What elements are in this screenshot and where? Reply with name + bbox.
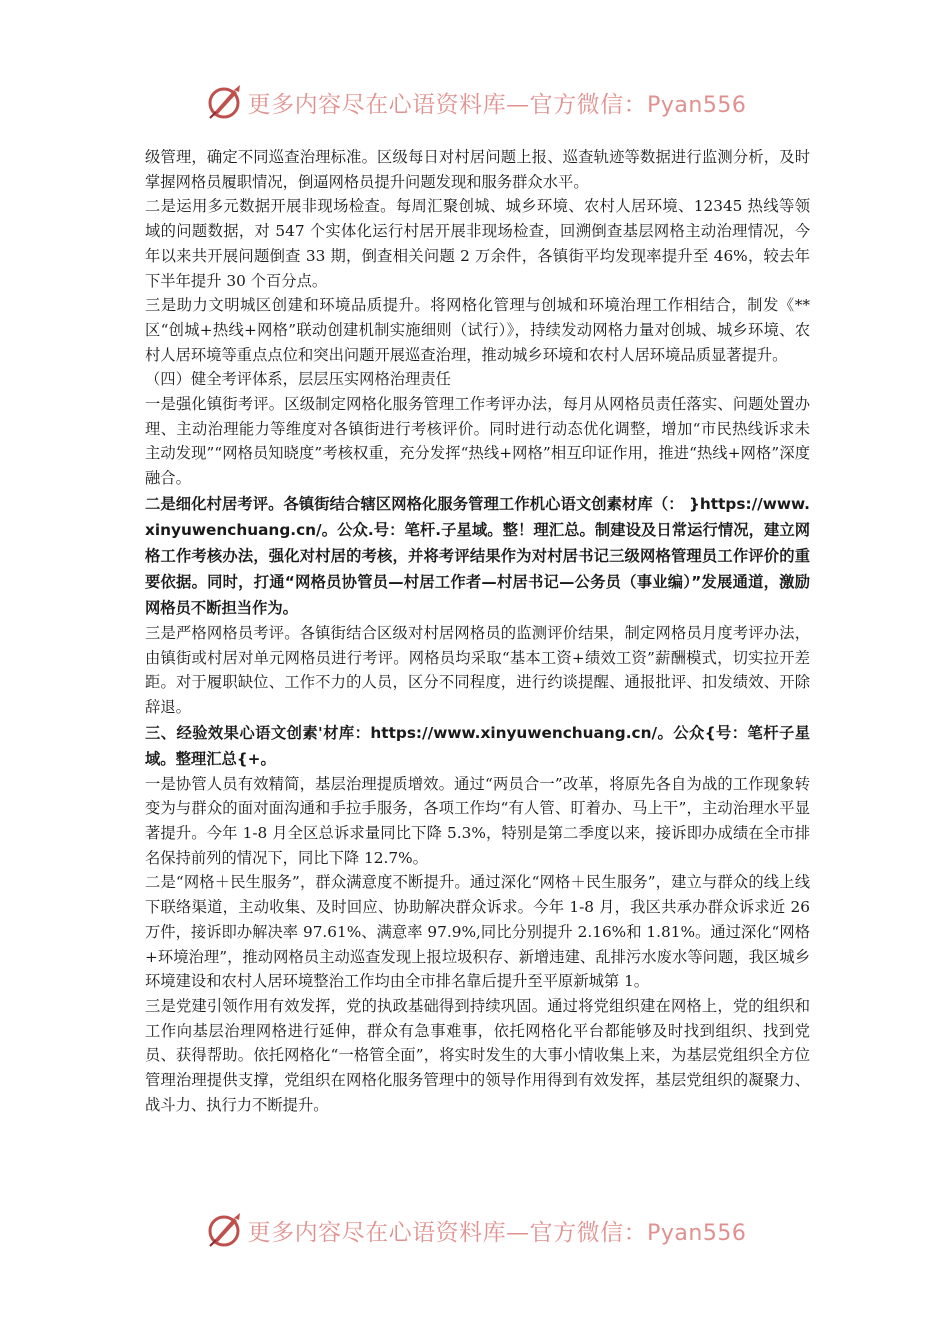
section-heading: （四）健全考评体系，层层压实网格治理责任 bbox=[145, 370, 451, 389]
paragraph: 二是运用多元数据开展非现场检查。每周汇聚创城、城乡环境、农村人居环境、12345 热线等领域的问题数据，对 547 个实体化运行村居开展非现场检查，回溯倒查基层网格主动治理情况，今年以来共开展问题倒查 33 期，倒查相关问题 2 万余件，各镇街平均发现率提升至 46%，较去年下半年提升 30 个百分点。 bbox=[145, 197, 810, 290]
banner-text: 更多内容尽在心语资料库—官方微信：Pyan556 bbox=[247, 91, 747, 118]
banner-text: 更多内容尽在心语资料库—官方微信：Pyan556 bbox=[247, 1219, 747, 1246]
paragraph-bold: 二是细化村居考评。各镇街结合辖区网格化服务管理工作机心语文创素材库（： }https://www.xinyuwenchuang.cn/。公众.号：笔杆.子星域。整！理汇总。制建设及日常运行情况，建立网格工作考核办法，强化对村居的考核，并将考评结果作为对村居书记三级网格管理员工作评价的重要依据。同时，打通“网格员协管员—村居工作者—村居书记—公务员（事业编）”发展通道，激励网格员不断担当作为。 bbox=[145, 494, 810, 617]
paragraph: 三是助力文明城区创建和环境品质提升。将网格化管理与创城和环境治理工作相结合，制发《**区“创城+热线+网格”联动创建机制实施细则（试行）》，持续发动网格力量对创城、城乡环境、农村人居环境等重点点位和突出问题开展巡查治理，推动城乡环境和农村人居环境品质显著提升。 bbox=[145, 296, 810, 364]
paragraph: 一是强化镇街考评。区级制定网格化服务管理工作考评办法，每月从网格员责任落实、问题处置办理、主动治理能力等维度对各镇街进行考核评价。同时进行动态优化调整，增加“市民热线诉求未主动发现”“网格员知晓度”考核权重，充分发挥“热线+网格”相互印证作用，推进“热线+网格”深度融合。 bbox=[145, 395, 810, 488]
paragraph: 二是“网格＋民生服务”，群众满意度不断提升。通过深化“网格＋民生服务”，建立与群众的线上线下联络渠道，主动收集、及时回应、协助解决群众诉求。今年 1-8 月，我区共承办群众诉求近 26 万件，接诉即办解决率 97.61%、满意率 97.9%,同比分别提升 2.16%和 1.81%。通过深化“网格+环境治理”，推动网格员主动巡查发现上报垃圾积存、新增违建、乱排污水废水等问题，我区城乡环境建设和农村人居环境整治工作均由全市排名靠后提升至平原新城第 1。 bbox=[145, 873, 810, 991]
quill-logo-icon bbox=[204, 1210, 244, 1250]
paragraph: 三是党建引领作用有效发挥，党的执政基础得到持续巩固。通过将党组织建在网格上，党的组织和工作向基层治理网格进行延伸，群众有急事难事，依托网格化平台都能够及时找到组织、找到党员、获得帮助。依托网格化“一格管全面”，将实时发生的大事小情收集上来，为基层党组织全方位管理治理提供支撑，党组织在网格化服务管理中的领导作用得到有效发挥，基层党组织的凝聚力、战斗力、执行力不断提升。 bbox=[145, 996, 810, 1114]
paragraph: 一是协管人员有效精简，基层治理提质增效。通过“两员合一”改革，将原先各自为战的工作现象转变为与群众的面对面沟通和手拉手服务，各项工作均“有人管、盯着办、马上干”，主动治理水平显著提升。今年 1-8 月全区总诉求量同比下降 5.3%，特别是第二季度以来，接诉即办成绩在全市排名保持前列的情况下，同比下降 12.7%。 bbox=[145, 774, 810, 867]
document-body bbox=[145, 145, 810, 1118]
paragraph: 级管理，确定不同巡查治理标准。区级每日对村居问题上报、巡查轨迹等数据进行监测分析，及时掌握网格员履职情况，倒逼网格员提升问题发现和服务群众水平。 bbox=[145, 148, 810, 191]
header-banner bbox=[0, 80, 950, 124]
section-heading-bold: 三、经验效果心语文创素'材库：https://www.xinyuwenchuang.cn/。公众{号：笔杆子星域。整理汇总{+。 bbox=[145, 723, 810, 768]
quill-logo-icon bbox=[204, 82, 244, 122]
paragraph: 三是严格网格员考评。各镇街结合区级对村居网格员的监测评价结果，制定网格员月度考评办法，由镇街或村居对单元网格员进行考评。网格员均采取“基本工资+绩效工资”薪酬模式，切实拉开差距。对于履职缺位、工作不力的人员，区分不同程度，进行约谈提醒、通报批评、扣发绩效、开除辞退。 bbox=[145, 623, 810, 716]
footer-banner bbox=[0, 1208, 950, 1252]
